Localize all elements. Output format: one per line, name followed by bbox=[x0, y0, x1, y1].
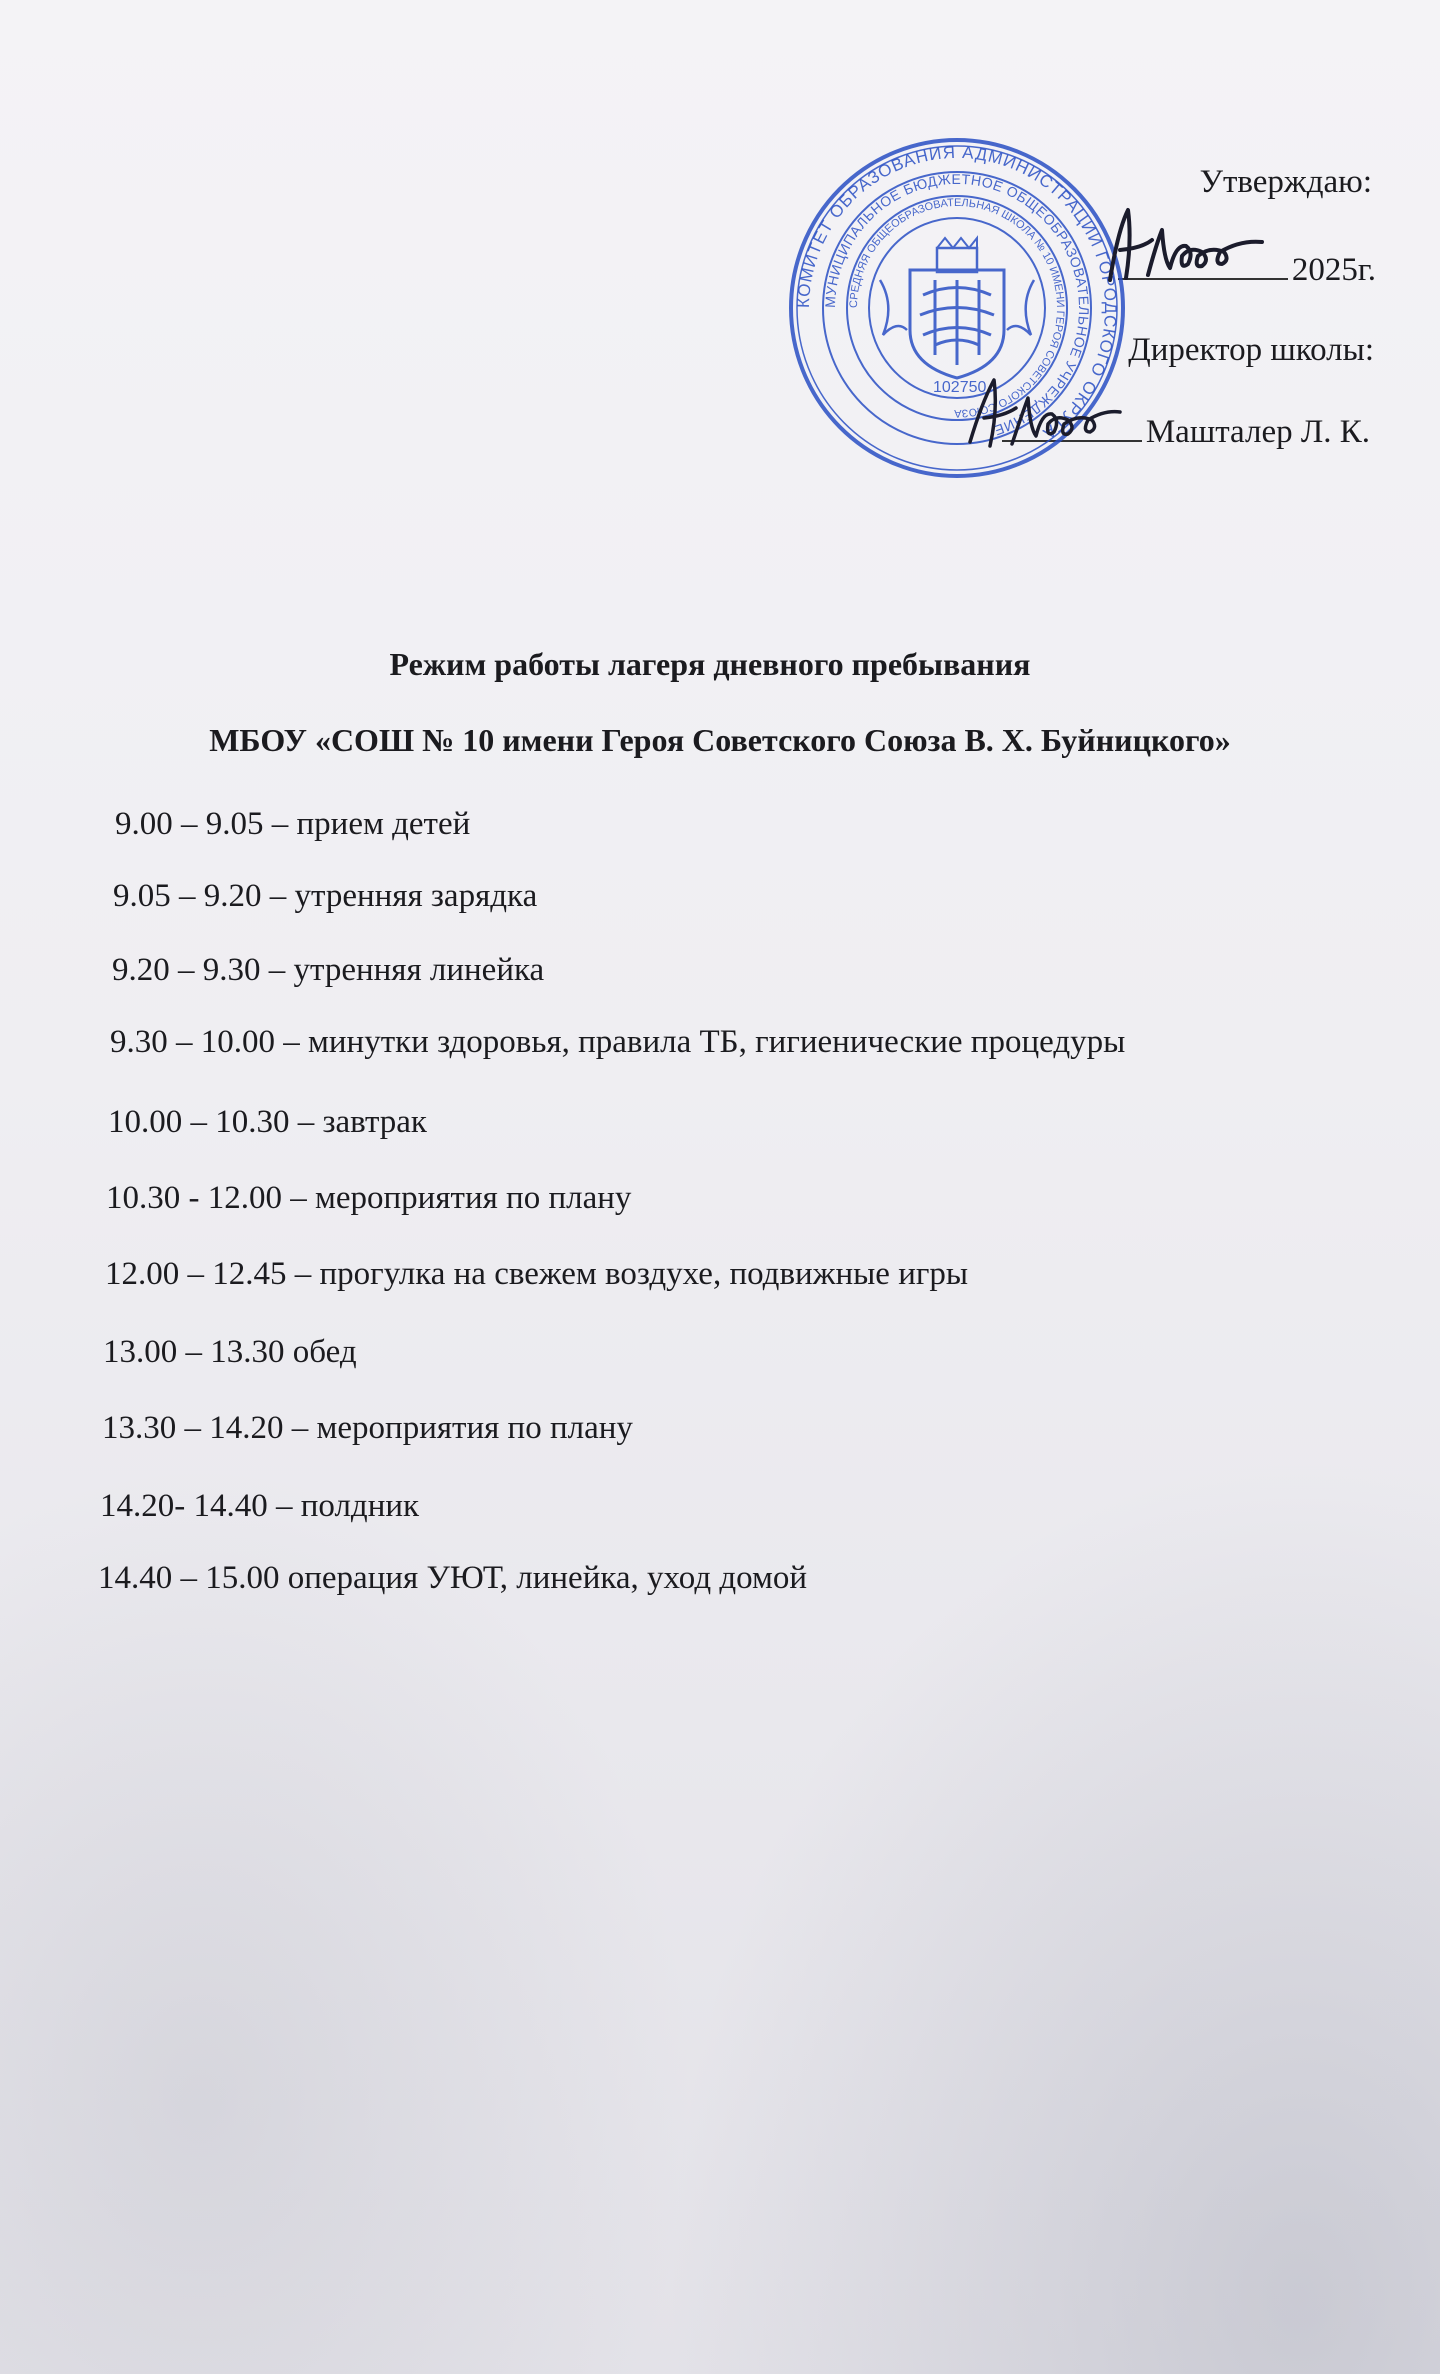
schedule-item: 14.40 – 15.00 операция УЮТ, линейка, уход домой bbox=[98, 1560, 808, 1596]
schedule-item: 10.00 – 10.30 – завтрак bbox=[108, 1104, 427, 1140]
schedule-item: 13.00 – 13.30 обед bbox=[103, 1334, 357, 1370]
schedule-item: 9.20 – 9.30 – утренняя линейка bbox=[112, 952, 545, 988]
schedule-item: 14.20- 14.40 – полдник bbox=[100, 1488, 420, 1524]
position-label: Директор школы: bbox=[1128, 332, 1374, 368]
schedule-item: 10.30 - 12.00 – мероприятия по плану bbox=[106, 1180, 632, 1216]
approve-label: Утверждаю: bbox=[1199, 164, 1372, 200]
director-name: Машталер Л. К. bbox=[1145, 414, 1370, 450]
stamp-inner-text: СРЕДНЯЯ ОБЩЕОБРАЗОВАТЕЛЬНАЯ ШКОЛА № 10 ИМЕНИ ГЕРОЯ СОВЕТСКОГО СОЮЗА bbox=[847, 196, 1067, 420]
schedule-item: 9.30 – 10.00 – минутки здоровья, правила ТБ, гигиенические процедуры bbox=[110, 1024, 1126, 1060]
document-subtitle: МБОУ «СОШ № 10 имени Героя Советского Союза В. Х. Буйницкого» bbox=[209, 722, 1231, 758]
stamp-outer-text: КОМИТЕТ ОБРАЗОВАНИЯ АДМИНИСТРАЦИИ ГОРОДСКОГО ОКРУГА bbox=[793, 142, 1121, 444]
approval-year: 2025г. bbox=[1291, 252, 1376, 288]
schedule-item: 9.00 – 9.05 – прием детей bbox=[115, 806, 471, 842]
stamp-middle-text: МУНИЦИПАЛЬНОЕ БЮДЖЕТНОЕ ОБЩЕОБРАЗОВАТЕЛЬНОЕ УЧРЕЖДЕНИЕ bbox=[821, 170, 1093, 439]
schedule-item: 13.30 – 14.20 – мероприятия по плану bbox=[102, 1410, 633, 1446]
document-title: Режим работы лагеря дневного пребывания bbox=[389, 646, 1031, 682]
schedule-item: 12.00 – 12.45 – прогулка на свежем воздухе, подвижные игры bbox=[105, 1256, 969, 1292]
stamp-number: 102750 bbox=[933, 379, 987, 396]
schedule-item: 9.05 – 9.20 – утренняя зарядка bbox=[113, 878, 538, 914]
